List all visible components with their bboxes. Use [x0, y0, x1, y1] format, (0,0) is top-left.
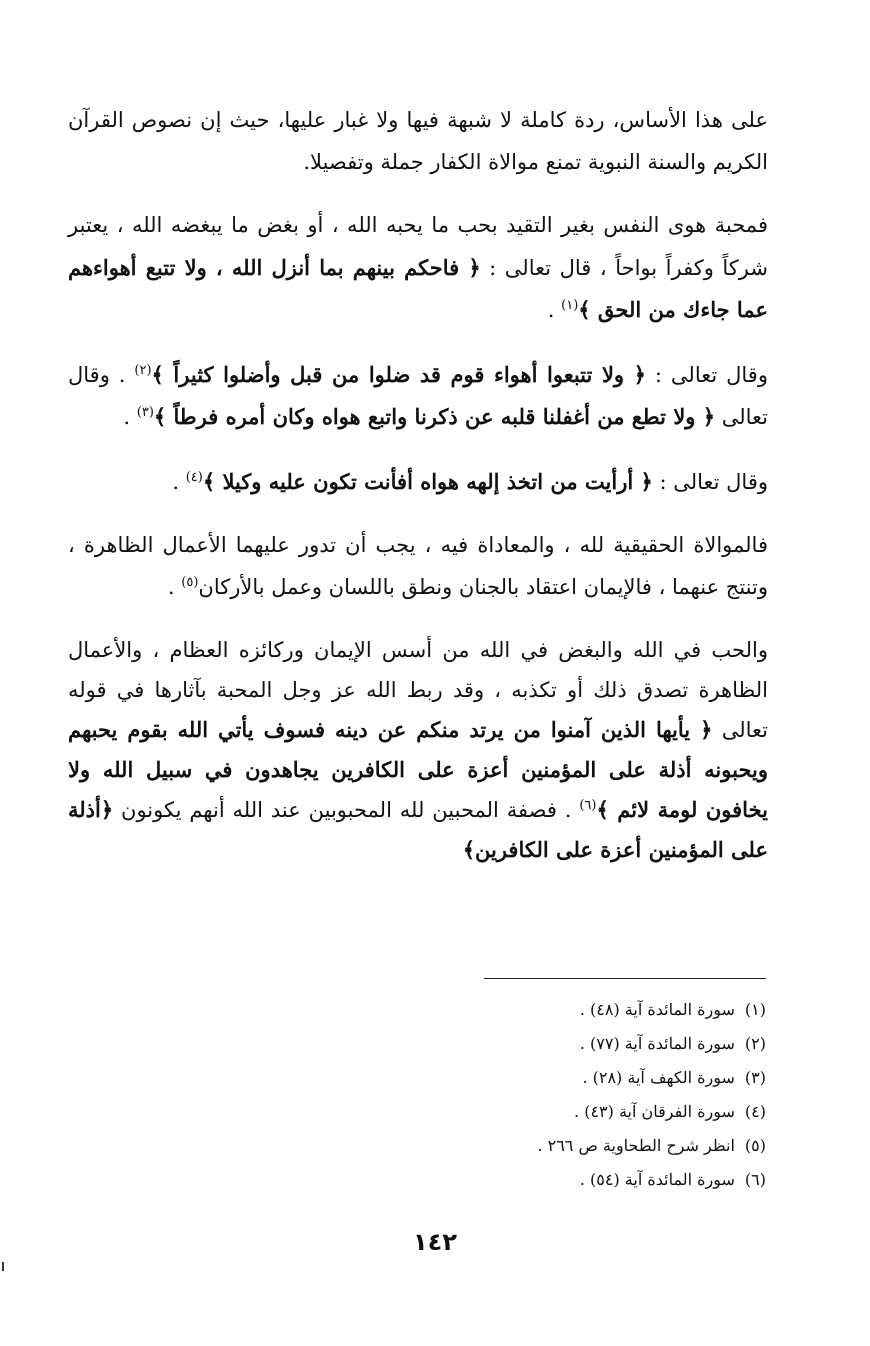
- footnote-text: سورة الكهف آية (٢٨) .: [582, 1068, 735, 1087]
- paragraph: [68, 630, 768, 870]
- paragraph-text: .: [547, 298, 562, 322]
- quran-quote: ﴿ أرأيت من اتخذ إلهه هواه أفأنت تكون عليه وكيلا ﴾: [202, 468, 653, 494]
- footnote-ref: (٢): [134, 362, 152, 378]
- footnote-number: (٤): [744, 1102, 766, 1121]
- paragraph-text: على هذا الأساس، ردة كاملة لا شبهة فيها ولا غبار عليها، حيث إن نصوص القرآن الكريم والسنة النبوية تمنع موالاة الكفار جملة وتفصيلا.: [68, 108, 768, 174]
- footnote-text: سورة المائدة آية (٧٧) .: [579, 1034, 735, 1053]
- footnote-ref: (٥): [181, 574, 199, 590]
- paragraph-text: فمحبة هوى النفس بغير التقيد بحب ما يحبه الله ، أو بغض ما يبغضه الله ، يعتبر شركاً وكفراً بواحاً ، قال تعالى :: [68, 213, 768, 280]
- footnotes: [286, 993, 766, 1197]
- footnote-ref: (٤): [185, 469, 203, 485]
- paragraph-text: . فصفة المحبين لله المحبوبين عند الله أنهم يكونون: [113, 798, 580, 822]
- footnote-separator: [484, 978, 766, 979]
- quran-quote: ﴿ ولا تتبعوا أهواء قوم قد ضلوا من قبل وأضلوا كثيراً ﴾: [151, 361, 646, 387]
- footnote-number: (٢): [744, 1034, 766, 1053]
- footnote-number: (٦): [744, 1170, 766, 1189]
- footnote-number: (١): [744, 1000, 766, 1019]
- body-text: [68, 100, 768, 892]
- footnote-text: سورة المائدة آية (٤٨) .: [579, 1000, 735, 1019]
- paragraph-text: فالموالاة الحقيقية لله ، والمعاداة فيه ، يجب أن تدور عليهما الأعمال الظاهرة ، وتنتج عنهما ، فالإيمان اعتقاد بالجنان ونطق باللسان وعمل بالأركان: [68, 533, 768, 599]
- footnote-text: انظر شرح الطحاوية ص ٢٦٦ .: [537, 1136, 735, 1155]
- footnote-ref: (٦): [579, 798, 597, 813]
- quran-quote: ﴿ يأيها الذين آمنوا من يرتد منكم عن دينه فسوف يأتي الله بقوم يحبهم ويحبونه أذلة على المؤمنين أعزة على الكافرين يجاهدون في سبيل الله ولا يخافون لومة لائم ﴾: [68, 717, 768, 822]
- footnote: [286, 1163, 766, 1197]
- paragraph: [68, 354, 768, 439]
- footnote-text: سورة الفرقان آية (٤٣) .: [574, 1102, 735, 1121]
- footnote: [286, 993, 766, 1027]
- footnote: [286, 1095, 766, 1129]
- paragraph-text: والحب في الله والبغض في الله من أسس الإيمان وركائزه العظام ، والأعمال الظاهرة تصدق ذلك أو تكذبه ، وقد ربط الله عز وجل المحبة بآثارها في قوله تعالى: [68, 638, 768, 742]
- quran-quote: ﴿ فاحكم بينهم بما أنزل الله ، ولا تتبع أهواءهم عما جاءك من الحق ﴾: [68, 254, 768, 322]
- quran-quote: ﴿أذلة على المؤمنين أعزة على الكافرين﴾: [68, 797, 768, 862]
- footnote: [286, 1027, 766, 1061]
- footnote: [286, 1061, 766, 1095]
- footnote-number: (٣): [744, 1068, 766, 1087]
- footnote-number: (٥): [744, 1136, 766, 1155]
- page-number: ١٤٢: [413, 1228, 457, 1256]
- footnote-ref: (١): [561, 298, 579, 313]
- footnote-text: سورة المائدة آية (٥٤) .: [579, 1170, 735, 1189]
- paragraph-text: وقال تعالى :: [645, 362, 768, 387]
- footnote: [286, 1129, 766, 1163]
- paragraph-text: .: [172, 469, 186, 494]
- paragraph-text: .: [123, 405, 137, 429]
- paragraph: [68, 525, 768, 608]
- paragraph-text: .: [167, 574, 182, 599]
- paragraph-text: . وقال تعالى: [68, 362, 768, 429]
- paragraph: [68, 100, 768, 183]
- paragraph-text: وقال تعالى :: [652, 469, 768, 494]
- footnote-ref: (٣): [136, 405, 154, 420]
- quran-quote: ﴿ ولا تطع من أغفلنا قلبه عن ذكرنا واتبع هواه وكان أمره فرطاً ﴾: [153, 404, 716, 429]
- scan-mark: [2, 1262, 4, 1271]
- paragraph: [68, 205, 768, 332]
- paragraph: [68, 461, 768, 504]
